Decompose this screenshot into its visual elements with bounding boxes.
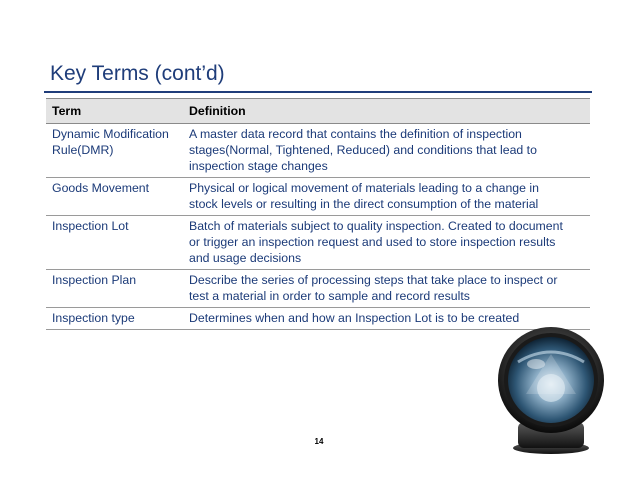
definition-line: Determines when and how an Inspection Lot is to be created: [189, 311, 520, 325]
key-terms-table: [46, 98, 590, 330]
term-line: Dynamic Modification: [52, 127, 169, 141]
header-term: Term: [46, 99, 183, 124]
page-number: 14: [314, 437, 324, 446]
definition-cell: [183, 216, 590, 270]
definition-line: or trigger an inspection request and used to store inspection results: [189, 235, 556, 249]
term-cell: [46, 216, 183, 270]
table-row: [46, 124, 590, 178]
term-line: Rule(DMR): [52, 143, 114, 157]
term-line: Goods Movement: [52, 181, 150, 195]
definition-line: and usage decisions: [189, 251, 302, 265]
term-cell: [46, 308, 183, 330]
term-cell: [46, 270, 183, 308]
definition-line: stages(Normal, Tightened, Reduced) and conditions that lead to: [189, 143, 537, 157]
term-cell: [46, 124, 183, 178]
definition-cell: [183, 270, 590, 308]
table-row: [46, 178, 590, 216]
header-definition: Definition: [183, 99, 590, 124]
table-row: [46, 270, 590, 308]
definition-line: A master data record that contains the definition of inspection: [189, 127, 522, 141]
title-divider: [44, 91, 592, 93]
term-line: Inspection type: [52, 311, 135, 325]
definition-line: stock levels or resulting in the direct consumption of the material: [189, 197, 539, 211]
term-line: Inspection Lot: [52, 219, 129, 233]
definition-line: Describe the series of processing steps that take place to inspect or: [189, 273, 558, 287]
definition-line: test a material in order to sample and record results: [189, 289, 470, 303]
slide-title: Key Terms (cont’d): [50, 62, 225, 85]
definition-line: inspection stage changes: [189, 159, 328, 173]
definition-cell: [183, 124, 590, 178]
term-cell: [46, 178, 183, 216]
table-row: [46, 216, 590, 270]
definition-line: Batch of materials subject to quality inspection. Created to document: [189, 219, 563, 233]
definition-line: Physical or logical movement of materials leading to a change in: [189, 181, 539, 195]
definition-cell: [183, 178, 590, 216]
term-line: Inspection Plan: [52, 273, 137, 287]
table-header-row: [46, 99, 590, 124]
